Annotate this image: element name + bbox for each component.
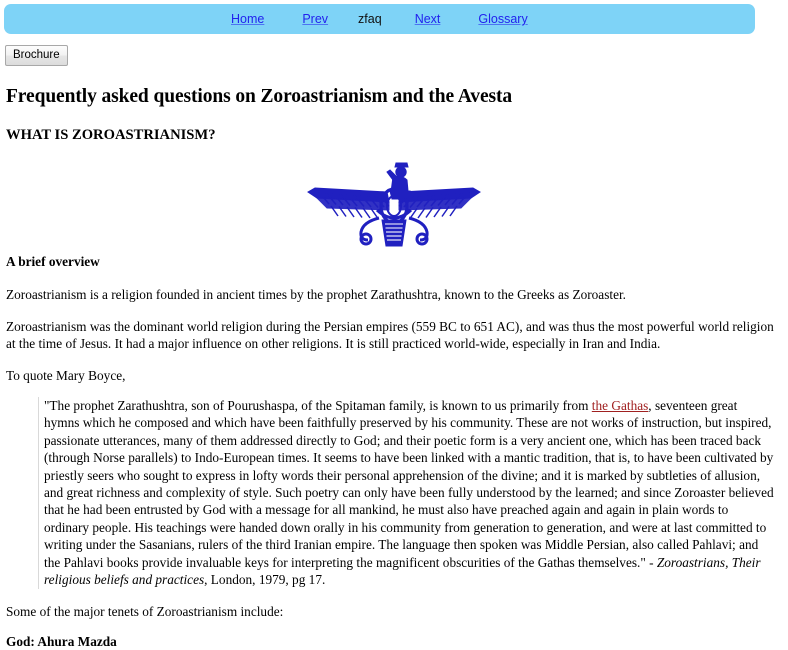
spacer [6,589,782,603]
quote-citation-title: Zoroastrians, Their religious beliefs and practices [44,554,761,588]
tenet-heading-god: God: Ahura Mazda [6,634,117,650]
quote-text-part-2: , seventeen great hymns which he composed and which have been faithfully preserved by his community. These are not works of instruction, but inspired, passionate utterances, many of them addressed directly to God; and their poetic form is a very ancient one, which has been traced back (through Norse parallels) to Indo-European times. It seems to have been linked with a mantic tradition, that is, to have been cultivated by priestly seers who sought to express in lofty words their personal apprehension of the divine; and it is marked by subtleties of allusion, and great richness and complexity of style. Such poetry can only have been fully understood by the learned; and since Zoroaster believed that he had been entrusted by God with a message for all mankind, he must also have preached again and again in plain words to ordinary people. His teachings were handed down orally in his community from generation to generation, and were at last committed to writing under the Sasanians, rulers of the third Iranian empire. The language then spoken was Middle Persian, also called Pahlavi; and the Pahlavi books provide invaluable keys for interpreting the magnificent obscurities of the Gathas themselves." - [44,397,774,570]
spacer [6,385,782,397]
nav-link-zfaq: zfaq [358,12,382,26]
faravahar-image-container [6,158,782,254]
top-navigation-bar [4,4,755,34]
page-title: Frequently asked questions on Zoroastrianism and the Avesta [6,86,513,108]
main-content [0,86,788,650]
the-gathas-link[interactable]: the Gathas [591,397,649,413]
paragraph-history: Zoroastrianism was the dominant world religion during the Persian empires (559 BC to 651 AC), and was thus the most powerful world religion at the time of Jesus. It had a major influence on other religions. It is still practiced world-wide, especially in Iran and India. [6,318,774,352]
paragraph-intro: Zoroastrianism is a religion founded in ancient times by the prophet Zarathushtra, known to the Greeks as Zoroaster. [6,287,626,303]
faravahar-symbol [305,158,483,250]
section-heading: WHAT IS ZOROASTRIANISM? [6,127,216,144]
spacer [6,620,782,634]
quote-text-part-1: "The prophet Zarathushtra, son of Pourushaspa, of the Spitaman family, is known to us primarily from [44,397,592,413]
quote-citation-rest: , London, 1979, pg 17. [204,572,326,588]
nav-link-prev[interactable]: Prev [302,12,329,26]
spacer [6,304,782,318]
boyce-blockquote [38,397,776,589]
tenets-intro: Some of the major tenets of Zoroastrianism include: [6,603,284,619]
quote-intro: To quote Mary Boyce, [6,368,126,384]
spacer [6,353,782,367]
nav-link-glossary[interactable]: Glossary [478,12,528,26]
brochure-button[interactable]: Brochure [5,45,68,66]
overview-heading: A brief overview [6,254,100,270]
brochure-button-container [5,45,788,66]
nav-link-next[interactable]: Next [414,12,441,26]
spacer [6,270,782,286]
nav-link-home[interactable]: Home [231,12,265,26]
